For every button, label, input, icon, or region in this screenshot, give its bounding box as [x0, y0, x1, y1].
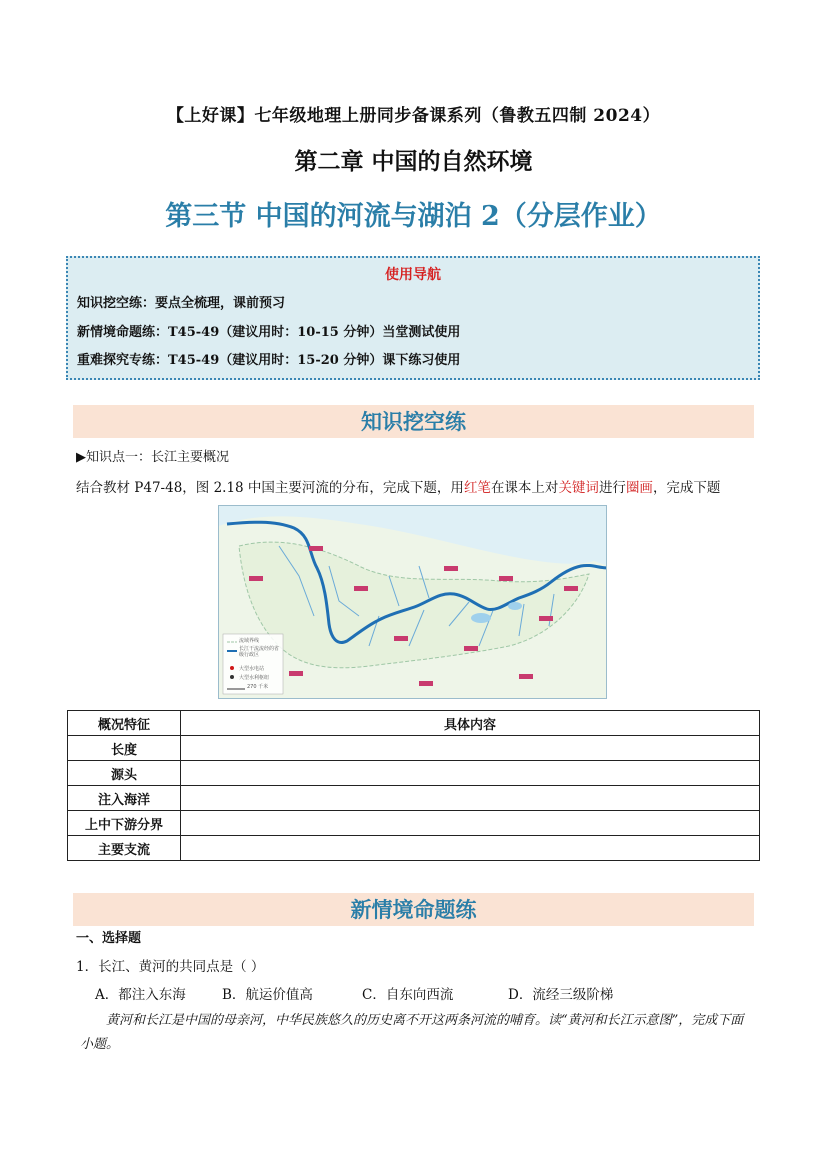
- map-legend-3: 大型水电站: [239, 666, 265, 672]
- table-header-content: 具体内容: [181, 711, 760, 736]
- option-d[interactable]: D．流经三级阶梯: [508, 987, 614, 1003]
- map-legend-1: 流域界线: [239, 638, 260, 644]
- guide-title: 使用导航: [385, 267, 441, 283]
- intro-instruction: [76, 476, 720, 496]
- table-header-row: [68, 711, 760, 736]
- map-scale: 270 千米: [247, 684, 269, 690]
- yangtze-overview-table: [67, 710, 760, 861]
- map-legend-4: 大型水利枢纽: [239, 675, 270, 681]
- row-label-tributaries: 主要支流: [68, 836, 181, 861]
- section-title: 第三节 中国的河流与湖泊 2（分层作业）: [165, 201, 662, 232]
- intro-text-a: 结合教材 P47-48，图 2.18 中国主要河流的分布，完成下题，用: [76, 480, 464, 496]
- yangtze-river-map: [218, 505, 607, 699]
- answer-cell[interactable]: [181, 836, 760, 861]
- table-row: [68, 811, 760, 836]
- map-legend-2: 长江干流流经的省级行政区: [239, 646, 280, 658]
- section-band-knowledge: 知识挖空练: [73, 405, 754, 438]
- row-label-source: 源头: [68, 761, 181, 786]
- series-title: 【上好课】七年级地理上册同步备课系列（鲁教五四制 2024）: [166, 106, 661, 126]
- row-label-boundaries: 上中下游分界: [68, 811, 181, 836]
- intro-red-pen: 红笔: [463, 480, 491, 496]
- table-row: [68, 786, 760, 811]
- usage-guide-box: [66, 256, 760, 380]
- row-label-length: 长度: [68, 736, 181, 761]
- table-row: [68, 736, 760, 761]
- table-row: [68, 836, 760, 861]
- reading-passage: 黄河和长江是中国的母亲河，中华民族悠久的历史离不开这两条河流的哺育。读“黄河和长江示意图”，完成下面小题。: [80, 1013, 744, 1052]
- table-header-feature: 概况特征: [68, 711, 181, 736]
- choice-section-title: 一、选择题: [76, 931, 142, 946]
- map-graphic: [219, 506, 607, 699]
- intro-circle: 圈画: [625, 480, 653, 496]
- answer-cell[interactable]: [181, 786, 760, 811]
- intro-text-e: 进行: [598, 480, 626, 496]
- chapter-title: 第二章 中国的自然环境: [294, 149, 533, 175]
- guide-line-2: 新情境命题练：T45-49（建议用时：10-15 分钟）当堂测试使用: [77, 325, 461, 340]
- option-c[interactable]: C．自东向西流: [362, 987, 454, 1003]
- table-row: [68, 761, 760, 786]
- guide-line-3: 重难探究专练：T45-49（建议用时：15-20 分钟）课下练习使用: [77, 353, 461, 368]
- answer-cell[interactable]: [181, 736, 760, 761]
- knowledge-point-title: ▶知识点一：长江主要概况: [76, 450, 229, 465]
- row-label-ocean: 注入海洋: [68, 786, 181, 811]
- guide-line-1: 知识挖空练：要点全梳理，课前预习: [77, 296, 286, 311]
- intro-keyword: 关键词: [558, 480, 599, 496]
- answer-cell[interactable]: [181, 811, 760, 836]
- option-b[interactable]: B．航运价值高: [222, 987, 313, 1003]
- section-band-new-context: 新情境命题练: [73, 893, 754, 926]
- intro-text-c: 在课本上对: [490, 480, 559, 496]
- answer-cell[interactable]: [181, 761, 760, 786]
- option-a[interactable]: A．都注入东海: [95, 987, 186, 1003]
- question-1: 1．长江、黄河的共同点是（ ）: [76, 959, 265, 975]
- intro-text-g: ，完成下题: [652, 480, 721, 496]
